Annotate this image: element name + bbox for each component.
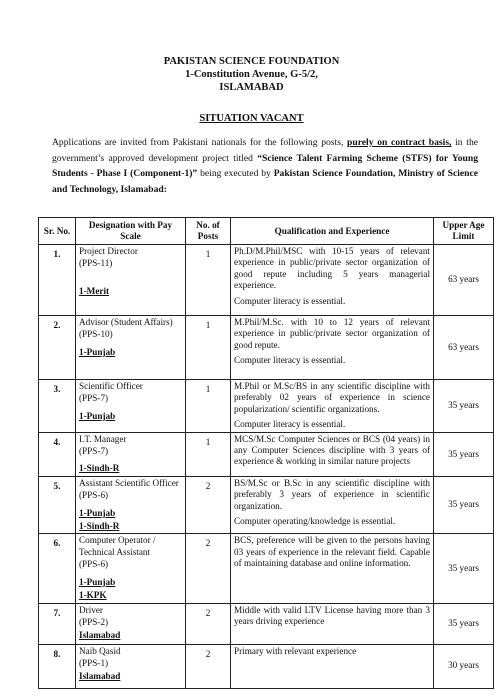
contract-basis-text: purely on contract basis,: [347, 137, 452, 148]
page-title: SITUATION VACANT: [199, 113, 304, 124]
executor-name: Pakistan Science Foundation, Ministry of Science and Technology, Islamabad:: [52, 168, 478, 195]
intro-paragraph: Applications are invited from Pakistani nationals for the following posts, purely on contract basis, in the government’s approved development project titled “Science Talent Farming Scheme (STFS) for Young Students - Phase I (Component-1)” being executed by Pakistan Science Foundation, Ministry of Science and Technology, Islamabad:: [52, 137, 479, 195]
pay-scale: (PPS-2): [79, 616, 109, 627]
pay-scale: (PPS-6): [79, 559, 109, 570]
designation-cell: [76, 603, 186, 644]
org-name: PAKISTAN SCIENCE FOUNDATION: [163, 56, 340, 67]
qualification-cell: [231, 245, 434, 316]
pay-scale: (PPS-10): [79, 329, 113, 340]
designation-title: Advisor (Student Affairs): [79, 317, 173, 327]
pay-scale: (PPS-7): [79, 393, 109, 404]
table-row: [39, 245, 494, 316]
quota-label: 1-Sindh-R: [79, 521, 120, 532]
qualification-text: Primary with relevant experience: [234, 645, 357, 656]
table-row: [39, 534, 494, 603]
designation-cell: [76, 316, 186, 380]
org-city: ISLAMABAD: [219, 82, 284, 93]
posts-count: 1: [186, 245, 231, 316]
quota-label: 1-Punjab: [79, 346, 116, 357]
qualification-cell: [231, 644, 434, 688]
table-row: [39, 316, 494, 380]
header-sr: Sr. No.: [39, 218, 76, 245]
quota-label: Islamabad: [79, 671, 121, 682]
sr-number: 7.: [39, 603, 76, 644]
qualification-cell: [231, 380, 434, 433]
quota-label: 1-Merit: [79, 285, 110, 296]
age-limit: 63 years: [434, 316, 494, 380]
header-qualification: Qualification and Experience: [231, 218, 434, 245]
age-limit: 30 years: [434, 644, 494, 688]
table-row: [39, 380, 494, 433]
quota-label: 1-Sindh-R: [79, 463, 120, 474]
designation-title: Driver: [79, 604, 103, 615]
header-posts: No. of Posts: [186, 218, 231, 245]
posts-count: 1: [186, 432, 231, 476]
sr-number: 3.: [39, 380, 76, 433]
quota-label: 1-Punjab: [79, 410, 116, 421]
qualification-text: M.Phil/M.Sc. with 10 to 12 years of relevant experience in public/private sector organization of good repute.: [234, 317, 430, 350]
designation-title: Assistant Scientific Officer: [79, 477, 179, 488]
posts-count: 2: [186, 644, 231, 688]
designation-cell: [76, 245, 186, 316]
designation-title: Naib Qasid: [79, 645, 121, 656]
pay-scale: (PPS-6): [79, 490, 109, 501]
pay-scale: (PPS-7): [79, 446, 109, 457]
table-row: [39, 432, 494, 476]
age-limit: 35 years: [434, 603, 494, 644]
designation-cell: [76, 380, 186, 433]
sr-number: 8.: [39, 644, 76, 688]
sr-number: 1.: [39, 245, 76, 316]
posts-count: 1: [186, 380, 231, 433]
posts-count: 2: [186, 534, 231, 603]
qualification-text: Middle with valid LTV License having more than 3 years driving experience: [234, 604, 430, 626]
age-limit: 35 years: [434, 432, 494, 476]
quota-label: 1-Punjab: [79, 576, 116, 587]
designation-title: I.T. Manager: [79, 433, 127, 444]
posts-count: 2: [186, 476, 231, 534]
designation-title: Scientific Officer: [79, 381, 143, 391]
posts-count: 2: [186, 603, 231, 644]
qualification-note: Computer literacy is essential.: [234, 419, 346, 430]
qualification-text: BS/M.Sc or B.Sc in any scientific discipline with preferably 3 years of experience in scientific organization.: [234, 477, 430, 511]
qualification-text: M.Phil or M.Sc/BS in any scientific discipline with preferably 02 years of experience in science popularization/ scientific organizations.: [234, 381, 430, 414]
designation-cell: [76, 534, 186, 603]
qualification-text: BCS, preference will be given to the persons having 03 years of experience in the relevant field. Capable of maintaining database and online information.: [234, 535, 430, 569]
qualification-text: MCS/M.Sc Computer Sciences or BCS (04 years) in any Computer Sciences discipline with 3 years of experience & working in similar nature projects: [234, 433, 430, 467]
org-address: 1-Constitution Avenue, G-5/2,: [185, 69, 318, 80]
sr-number: 6.: [39, 534, 76, 603]
qualification-note: Computer literacy is essential.: [234, 355, 346, 366]
designation-title: Computer Operator / Technical Assistant: [79, 535, 156, 557]
pay-scale: (PPS-1): [79, 657, 109, 668]
designation-cell: [76, 644, 186, 688]
designation-cell: [76, 476, 186, 534]
quota-label: 1-KPK: [79, 590, 107, 601]
quota-label: 1-Punjab: [79, 507, 116, 518]
qualification-cell: [231, 534, 434, 603]
age-limit: 63 years: [434, 245, 494, 316]
designation-title: Project Director: [79, 246, 138, 256]
age-limit: 35 years: [434, 380, 494, 433]
sr-number: 4.: [39, 432, 76, 476]
table-row: [39, 644, 494, 688]
qualification-note: Computer operating/knowledge is essential.: [234, 516, 396, 527]
qualification-cell: [231, 476, 434, 534]
qualification-cell: [231, 432, 434, 476]
qualification-cell: [231, 316, 434, 380]
qualification-note: Computer literacy is essential.: [234, 295, 346, 306]
sr-number: 2.: [39, 316, 76, 380]
table-row: [39, 603, 494, 644]
header-designation: Designation with Pay Scale: [76, 218, 186, 245]
project-title: “Science Talent Farming Scheme (STFS) for Young Students - Phase I (Component-1)”: [52, 152, 478, 179]
designation-cell: [76, 432, 186, 476]
sr-number: 5.: [39, 476, 76, 534]
age-limit: 35 years: [434, 534, 494, 603]
table-row: [39, 476, 494, 534]
qualification-cell: [231, 603, 434, 644]
pay-scale: (PPS-11): [79, 258, 113, 269]
quota-label: Islamabad: [79, 630, 121, 641]
age-limit: 35 years: [434, 476, 494, 534]
vacancy-table: [38, 217, 494, 689]
qualification-text: Ph.D/M.Phil/MSC with 10-15 years of relevant experience in public/private sector organization of good repute including 5 years managerial experience.: [234, 246, 430, 291]
header-age: Upper Age Limit: [434, 218, 494, 245]
posts-count: 1: [186, 316, 231, 380]
